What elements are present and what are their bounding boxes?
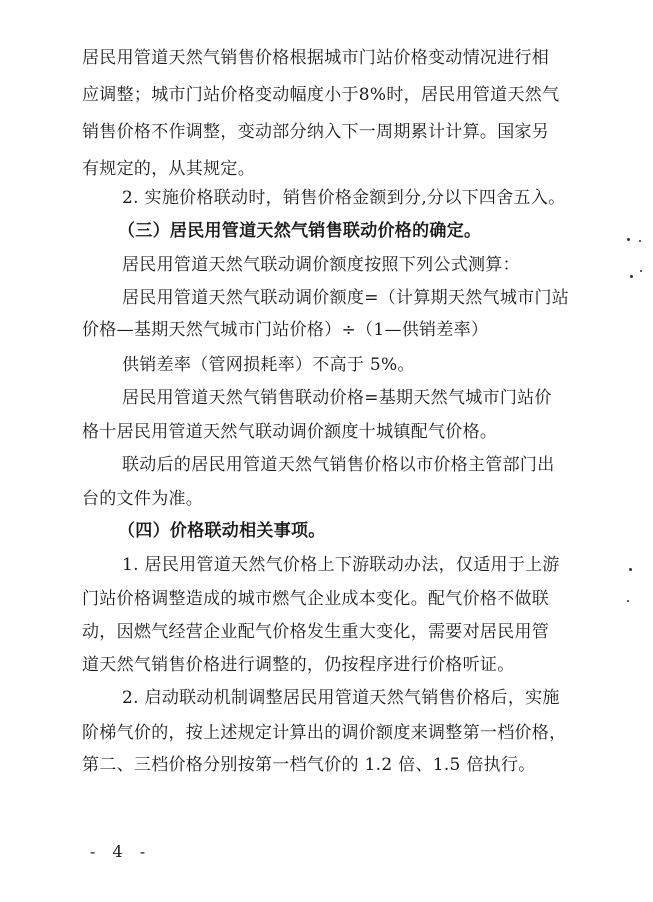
paragraph-line: 居民用管道天然气联动调价额度=（计算期天然气城市门站: [122, 288, 570, 308]
paragraph-line: 第二、三档价格分别按第一档气价的 1.2 倍、1.5 倍执行。: [82, 755, 536, 775]
scan-speck: [639, 240, 641, 242]
paragraph-line: 道天然气销售价格进行调整的，仍按程序进行价格听证。: [82, 655, 515, 675]
paragraph-line: 应调整；城市门站价格变动幅度小于8%时，居民用管道天然气: [82, 85, 560, 105]
paragraph-line: 动，因燃气经营企业配气价格发生重大变化，需要对居民用管: [82, 622, 550, 642]
paragraph-line: 格十居民用管道天然气联动调价额度十城镇配气价格。: [82, 422, 498, 442]
section-heading: （三）居民用管道天然气销售联动价格的确定。: [118, 221, 482, 241]
paragraph-line: 有规定的，从其规定。: [82, 159, 255, 179]
paragraph-line: 居民用管道天然气销售联动价格=基期天然气城市门站价: [122, 388, 552, 408]
paragraph-line: 门站价格调整造成的城市燃气企业成本变化。配气价格不做联: [82, 589, 550, 609]
scan-speck: [640, 270, 642, 272]
paragraph-line: 销售价格不作调整，变动部分纳入下一周期累计计算。国家另: [82, 122, 550, 142]
paragraph-line: 台的文件为准。: [82, 489, 204, 509]
paragraph-line: 居民用管道天然气销售价格根据城市门站价格变动情况进行相: [82, 48, 550, 68]
paragraph-line: 2. 实施价格联动时，销售价格金额到分,分以下四舍五入。: [122, 188, 566, 208]
paragraph-line: 阶梯气价的，按上述规定计算出的调价额度来调整第一档价格，: [82, 723, 567, 743]
scan-speck: [627, 238, 630, 241]
section-heading: （四）价格联动相关事项。: [118, 521, 326, 541]
paragraph-line: 2. 启动联动机制调整居民用管道天然气销售价格后，实施: [122, 688, 560, 708]
paragraph-line: 居民用管道天然气联动调价额度按照下列公式测算：: [122, 255, 520, 275]
paragraph-line: 联动后的居民用管道天然气销售价格以市价格主管部门出: [122, 455, 555, 475]
paragraph-line: 1. 居民用管道天然气价格上下游联动办法，仅适用于上游: [122, 555, 560, 575]
paragraph-line: 价格—基期天然气城市门站价格）÷（1—供销差率）: [82, 320, 489, 340]
page-number: - 4 -: [90, 842, 152, 861]
scan-speck: [627, 600, 629, 602]
scan-speck: [629, 568, 632, 571]
scan-speck: [630, 275, 633, 278]
paragraph-line: 供销差率（管网损耗率）不高于 5%。: [122, 355, 415, 375]
